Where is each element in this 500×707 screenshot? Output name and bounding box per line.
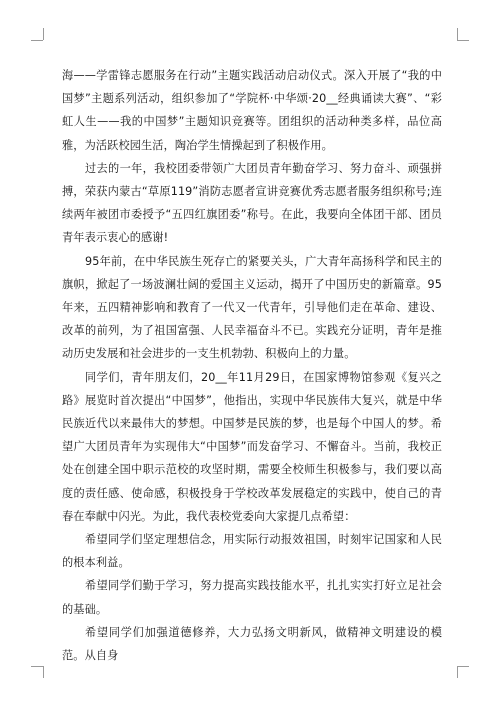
paragraph-activities: 海——学雷锋志愿服务在行动”主题实践活动启动仪式。深入开展了“我的中国梦”主题系列活动，组织参加了“学院杯·中华颂·20__经典诵读大赛”、“彩虹人生——我的中国梦”主题知识竞赛等。团组织的活动种类多样，品位高雅，为活跃校园生活，陶冶学生情操起到了积极作用。 (62, 69, 442, 152)
paragraph-history: 95年前，在中华民族生死存亡的紧要关头，广大青年高扬科学和民主的旗帜，掀起了一场波澜壮阔的爱国主义运动，揭开了中国历史的新篇章。95年来，五四精神影响和教育了一代又一代青年，引导他们走在革命、建设、改革的前列，为了祖国富强、人民幸福奋斗不已。实践充分证明，青年是推动历史发展和社会进步的一支生机勃勃、积极向上的力量。 (62, 254, 442, 361)
paragraph-achievements: 过去的一年，我校团委带领广大团员青年勤奋学习、努力奋斗、顽强拼搏，荣获内蒙古“草原119”消防志愿者宣讲竞赛优秀志愿者服务组织称号;连续两年被团市委授予“五四红旗团委”称号。在此，我要向全体团干部、团员青年表示衷心的感谢! (62, 161, 442, 245)
document-body (62, 64, 442, 667)
crop-mark-bottom-left-v (43, 666, 44, 678)
crop-mark-bottom-right-h (457, 666, 469, 667)
crop-mark-top-left-v (43, 28, 44, 40)
crop-mark-top-right-h (457, 40, 469, 41)
crop-mark-top-right-v (457, 28, 458, 40)
paragraph-hope-study: 希望同学们勤于学习，努力提高实践技能水平，扎扎实实打好立足社会的基础。 (62, 579, 442, 616)
paragraph-chinese-dream: 同学们，青年朋友们，20__年11月29日，在国家博物馆参观《复兴之路》展览时首次提出“中国梦”，他指出，实现中华民族伟大复兴，就是中华民族近代以来最伟大的梦想。中国梦是民族的梦，也是每个中国人的梦。希望广大团员青年为实现伟大“中国梦”而发奋学习、不懈奋斗。当前，我校正处在创建全国中职示范校的攻坚时期，需要全校师生积极参与，我们要以高度的责任感、使命感，积极投身于学校改革发展稳定的实践中，使自己的青春在奉献中闪光。为此，我代表校党委向大家提几点希望： (62, 370, 442, 523)
crop-mark-top-left-h (31, 40, 43, 41)
paragraph-hope-morals: 希望同学们加强道德修养，大力弘扬文明新风，做精神文明建设的模范。从自身 (62, 625, 442, 663)
crop-mark-bottom-right-v (457, 666, 458, 678)
crop-mark-bottom-left-h (31, 666, 43, 667)
paragraph-hope-ideals: 希望同学们坚定理想信念，用实际行动报效祖国，时刻牢记国家和人民的根本利益。 (62, 533, 442, 570)
